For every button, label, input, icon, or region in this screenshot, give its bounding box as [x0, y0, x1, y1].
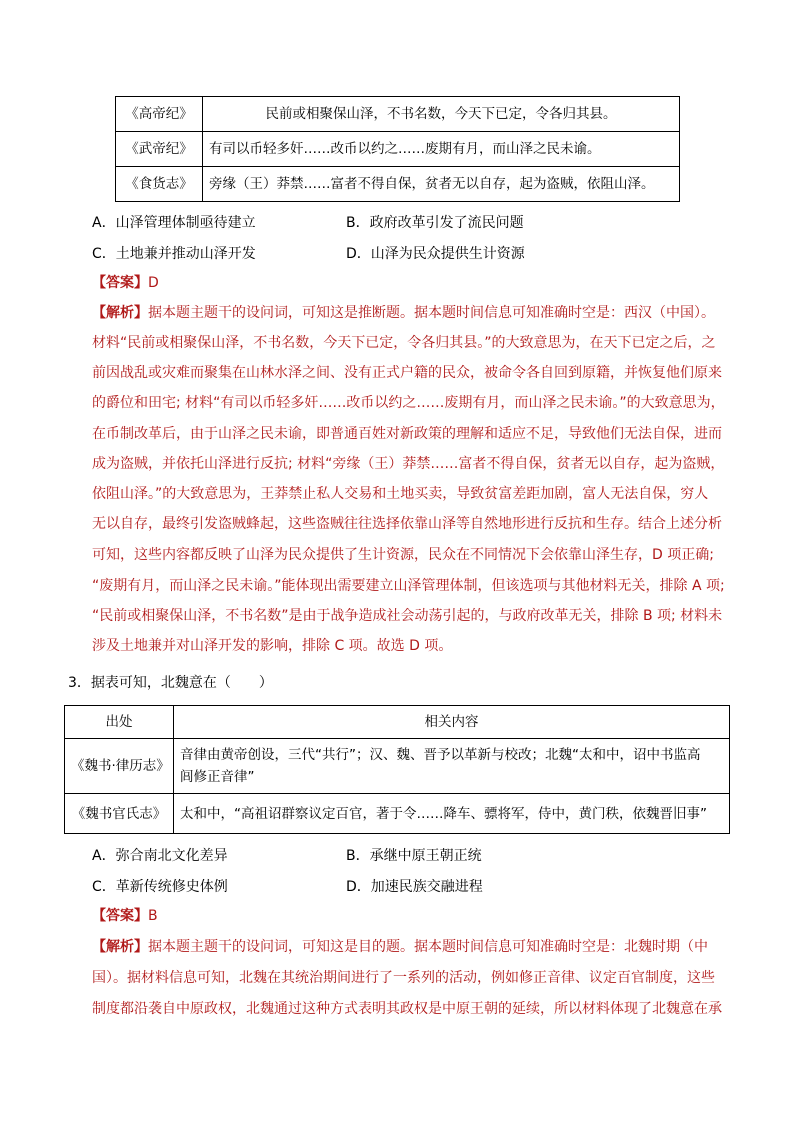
- analysis-line: [92, 303, 715, 323]
- q2-option-d[interactable]: D．山泽为民众提供生计资源: [346, 246, 525, 262]
- q3-header-source: 出处: [65, 706, 174, 739]
- q2-source-table: [115, 96, 680, 202]
- q2-content-cell: 旁缘（王）莽禁……富者不得自保，贫者无以自存，起为盗贼，依阻山泽。: [203, 167, 680, 202]
- q3-option-c[interactable]: C．革新传统修史体例: [92, 879, 228, 895]
- q3-option-b[interactable]: B．承继中原王朝正统: [346, 848, 482, 864]
- q3-stem: 3．据表可知，北魏意在（ ）: [68, 675, 273, 691]
- q2-source-cell: 《武帝纪》: [116, 132, 203, 167]
- analysis-line: 国）。据材料信息可知，北魏在其统治期间进行了一系列的活动，例如修正音律、议定百官制度，这些: [92, 970, 715, 986]
- q3-option-a[interactable]: A．弥合南北文化差异: [92, 848, 228, 864]
- analysis-tag: 【解析】: [92, 939, 148, 955]
- analysis-line: “民前或相聚保山泽，不书名数”是由于战争造成社会动荡引起的，与政府改革无关，排除 B 项; 材料未: [92, 608, 723, 624]
- q2-content-cell: 有司以币轻多奸……改币以约之……废期有月，而山泽之民未谕。: [203, 132, 680, 167]
- q3-content-cell: [174, 794, 730, 834]
- analysis-text: 据本题主题干的设问词，可知这是推断题。据本题时间信息可知准确时空是：西汉（中国）。: [148, 305, 715, 321]
- answer-letter: D: [148, 275, 159, 291]
- answer-letter: B: [148, 908, 158, 924]
- analysis-line: 依阻山泽。”的大致意思为，王莽禁止私人交易和土地买卖，导致贫富差距加剧，富人无法自保，穷人: [92, 486, 709, 502]
- analysis-line: “废期有月，而山泽之民未谕。”能体现出需要建立山泽管理体制，但该选项与其他材料无关，排除 A 项;: [92, 578, 725, 594]
- q2-option-b[interactable]: B．政府改革引发了流民问题: [346, 215, 524, 231]
- q3-content-line: 音律由黄帝创设，三代“共行”；汉、魏、晋予以革新与校改；北魏“太和中，诏中书监高: [180, 747, 701, 763]
- q2-content-cell: 民前或相聚保山泽，不书名数，今天下已定，令各归其县。: [203, 97, 680, 132]
- answer-tag: 【答案】: [92, 908, 148, 924]
- q3-option-d[interactable]: D．加速民族交融进程: [346, 879, 483, 895]
- analysis-line: 可知，这些内容都反映了山泽为民众提供了生计资源，民众在不同情况下会依靠山泽生存，D 项正确;: [92, 547, 714, 563]
- analysis-line: 材料“民前或相聚保山泽，不书名数，今天下已定，令各归其县。”的大致意思为，在天下已定之后，之: [92, 335, 716, 351]
- analysis-line: 涉及土地兼并对山泽开发的影响，排除 C 项。故选 D 项。: [92, 638, 453, 654]
- q2-source-cell: 《高帝纪》: [116, 97, 203, 132]
- q2-option-a[interactable]: A．山泽管理体制亟待建立: [92, 215, 256, 231]
- q3-header-content: 相关内容: [174, 706, 730, 739]
- analysis-line: 成为盗贼，并依托山泽进行反抗; 材料“旁缘（王）莽禁……富者不得自保，贫者无以自存，起为盗贼，: [92, 456, 725, 472]
- q3-answer: [92, 906, 158, 926]
- analysis-tag: 【解析】: [92, 305, 148, 321]
- analysis-line: 在币制改革后，由于山泽之民未谕，即普通百姓对新政策的理解和适应不足，导致他们无法自保，进而: [92, 426, 722, 442]
- q3-content-line: 闾修正音律”: [180, 769, 255, 785]
- q2-option-c[interactable]: C．土地兼并推动山泽开发: [92, 246, 256, 262]
- q3-content-cell: [174, 739, 730, 794]
- analysis-line: 制度都沿袭自中原政权，北魏通过这种方式表明其政权是中原王朝的延续，所以材料体现了北魏意在承: [92, 1001, 722, 1017]
- q3-source-cell: 《魏书·律历志》: [65, 739, 174, 794]
- q2-answer: [92, 273, 159, 293]
- q3-source-table: [64, 705, 730, 834]
- analysis-line: [92, 937, 708, 957]
- analysis-text: 据本题主题干的设问词，可知这是目的题。据本题时间信息可知准确时空是：北魏时期（中: [148, 939, 708, 955]
- analysis-line: 的爵位和田宅; 材料“有司以币轻多奸……改币以约之……废期有月，而山泽之民未谕。”的大致意思为，: [92, 395, 725, 411]
- q2-source-cell: 《食货志》: [116, 167, 203, 202]
- q3-source-cell: 《魏书官氏志》: [65, 794, 174, 834]
- q3-content-line: 太和中，“高祖诏群察议定百官，著于令……降车、骠将军，侍中，黄门秩，依魏晋旧事”: [180, 805, 707, 822]
- answer-tag: 【答案】: [92, 275, 148, 291]
- analysis-line: 无以自存，最终引发盗贼蜂起，这些盗贼往往选择依靠山泽等自然地形进行反抗和生存。结合上述分析: [92, 516, 722, 532]
- analysis-line: 前因战乱或灾难而聚集在山林水泽之间、没有正式户籍的民众，被命令各自回到原籍，并恢复他们原来: [92, 365, 722, 381]
